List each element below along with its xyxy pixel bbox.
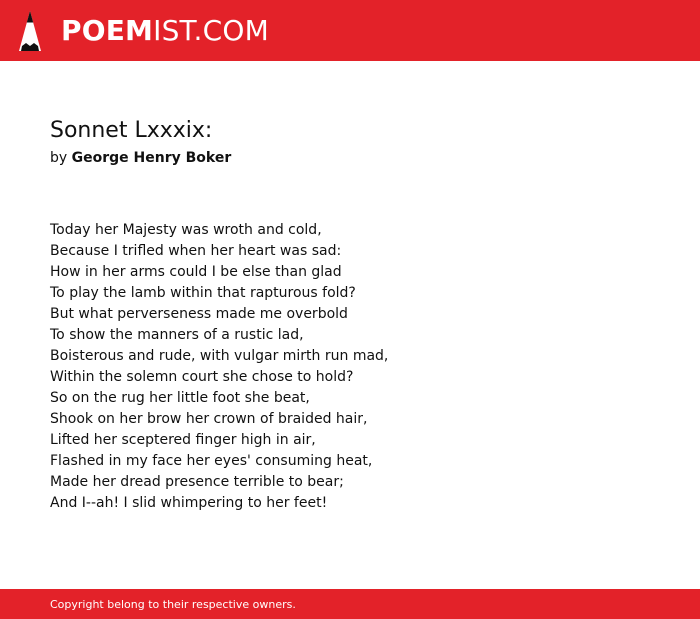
poem-line: To play the lamb within that rapturous fold? bbox=[50, 285, 356, 301]
poem-line: Within the solemn court she chose to hold? bbox=[50, 369, 354, 385]
site-header bbox=[0, 0, 700, 61]
poem-line: But what perverseness made me overbold bbox=[50, 306, 348, 322]
poem-line: So on the rug her little foot she beat, bbox=[50, 390, 310, 406]
site-footer bbox=[0, 589, 700, 619]
poem-line: Lifted her sceptered finger high in air, bbox=[50, 432, 316, 448]
site-logo-link[interactable] bbox=[18, 10, 269, 52]
copyright-text: Copyright belong to their respective owners. bbox=[50, 597, 296, 611]
poem-line: Flashed in my face her eyes' consuming heat, bbox=[50, 453, 373, 469]
pencil-icon bbox=[18, 10, 42, 52]
byline bbox=[50, 148, 650, 168]
author-name[interactable]: George Henry Boker bbox=[71, 150, 232, 166]
logo-text-bold: POEM bbox=[61, 13, 154, 47]
poem-line: To show the manners of a rustic lad, bbox=[50, 327, 304, 343]
poem-line: Shook on her brow her crown of braided hair, bbox=[50, 411, 368, 427]
poem-line: And I--ah! I slid whimpering to her feet! bbox=[50, 495, 328, 511]
poem-line: Made her dread presence terrible to bear; bbox=[50, 474, 344, 490]
poem-line: How in her arms could I be else than glad bbox=[50, 264, 342, 280]
site-logo-text bbox=[61, 13, 269, 47]
poem-title: Sonnet Lxxxix: bbox=[50, 118, 213, 143]
poem-content bbox=[50, 117, 650, 514]
poem-line: Boisterous and rude, with vulgar mirth run mad, bbox=[50, 348, 389, 364]
byline-prefix: by bbox=[50, 150, 68, 166]
poem-line: Today her Majesty was wroth and cold, bbox=[50, 222, 322, 238]
poem-body bbox=[50, 220, 650, 514]
poem-line: Because I trifled when her heart was sad: bbox=[50, 243, 342, 259]
logo-text-light: IST.COM bbox=[153, 13, 269, 47]
